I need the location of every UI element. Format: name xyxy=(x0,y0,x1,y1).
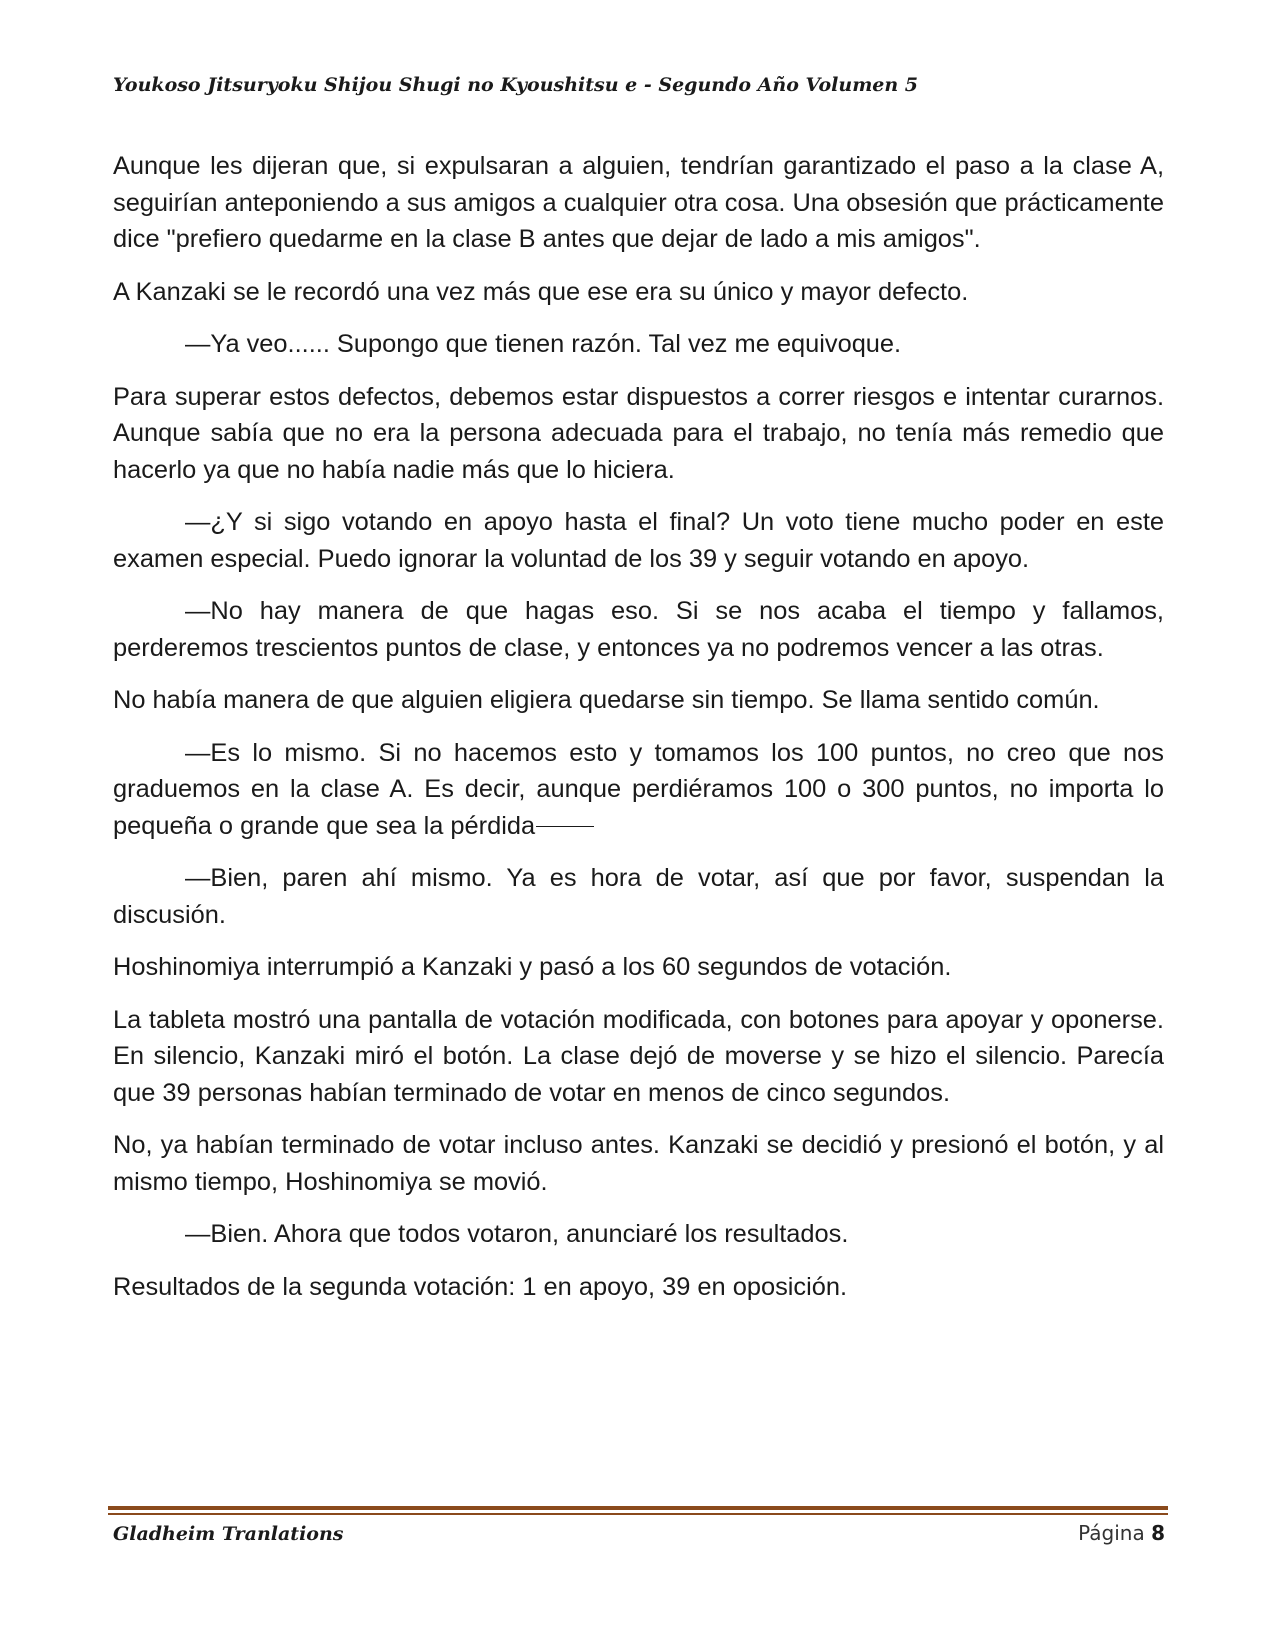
footer-rule-thick xyxy=(108,1506,1168,1510)
paragraph: La tableta mostró una pantalla de votación modificada, con botones para apoyar y oponerse. En silencio, Kanzaki miró el botón. La clase dejó de moverse y se hizo el silencio. Parecía que 39 personas habían terminado de votar en menos de cinco segundos. xyxy=(113,1005,1164,1107)
footer-translator: Gladheim Tranlations xyxy=(113,1523,344,1545)
dialog-line: —No hay manera de que hagas eso. Si se nos acaba el tiempo y fallamos, perderemos trescientos puntos de clase, y entonces ya no podremos vencer a las otras. xyxy=(113,597,1164,662)
interruption-dash xyxy=(536,826,594,827)
paragraph: Aunque les dijeran que, si expulsaran a alguien, tendrían garantizado el paso a la clase A, seguirían anteponiendo a sus amigos a cualquier otra cosa. Una obsesión que prácticamente dice "prefiero quedarme en la clase B antes que dejar de lado a mis amigos". xyxy=(113,152,1164,253)
paragraph: A Kanzaki se le recordó una vez más que ese era su único y mayor defecto. xyxy=(113,277,969,306)
dialog-line: —¿Y si sigo votando en apoyo hasta el final? Un voto tiene mucho poder en este examen especial. Puedo ignorar la voluntad de los 39 y seguir votando en apoyo. xyxy=(113,508,1164,573)
page-number: 8 xyxy=(1151,1521,1165,1545)
dialog-text: —Es lo mismo. Si no hacemos esto y tomamos los 100 puntos, no creo que nos graduemos en la clase A. Es decir, aunque perdiéramos 100 o 300 puntos, no importa lo pequeña o grande que sea la pérdida xyxy=(113,738,1164,840)
dialog-line-interrupted xyxy=(113,735,1164,845)
footer-rule-thin xyxy=(108,1513,1168,1515)
page-label: Página xyxy=(1078,1521,1145,1545)
page-body xyxy=(113,148,1164,1321)
dialog-line: —Bien, paren ahí mismo. Ya es hora de votar, así que por favor, suspendan la discusión. xyxy=(113,864,1164,929)
running-header: Youkoso Jitsuryoku Shijou Shugi no Kyoushitsu e - Segundo Año Volumen 5 xyxy=(113,74,919,96)
dialog-line: —Ya veo...... Supongo que tienen razón. Tal vez me equivoque. xyxy=(185,330,902,358)
paragraph: Para superar estos defectos, debemos estar dispuestos a correr riesgos e intentar curarnos. Aunque sabía que no era la persona adecuada para el trabajo, no tenía más remedio que hacerlo ya que no había nadie más que lo hiciera. xyxy=(113,382,1164,484)
paragraph: Resultados de la segunda votación: 1 en apoyo, 39 en oposición. xyxy=(113,1272,848,1301)
footer-page xyxy=(1078,1521,1165,1545)
paragraph: No, ya habían terminado de votar incluso antes. Kanzaki se decidió y presionó el botón, y al mismo tiempo, Hoshinomiya se movió. xyxy=(113,1131,1164,1196)
paragraph: No había manera de que alguien eligiera quedarse sin tiempo. Se llama sentido común. xyxy=(113,686,1100,714)
paragraph: Hoshinomiya interrumpió a Kanzaki y pasó a los 60 segundos de votación. xyxy=(113,953,952,981)
dialog-line: —Bien. Ahora que todos votaron, anunciaré los resultados. xyxy=(185,1220,849,1248)
